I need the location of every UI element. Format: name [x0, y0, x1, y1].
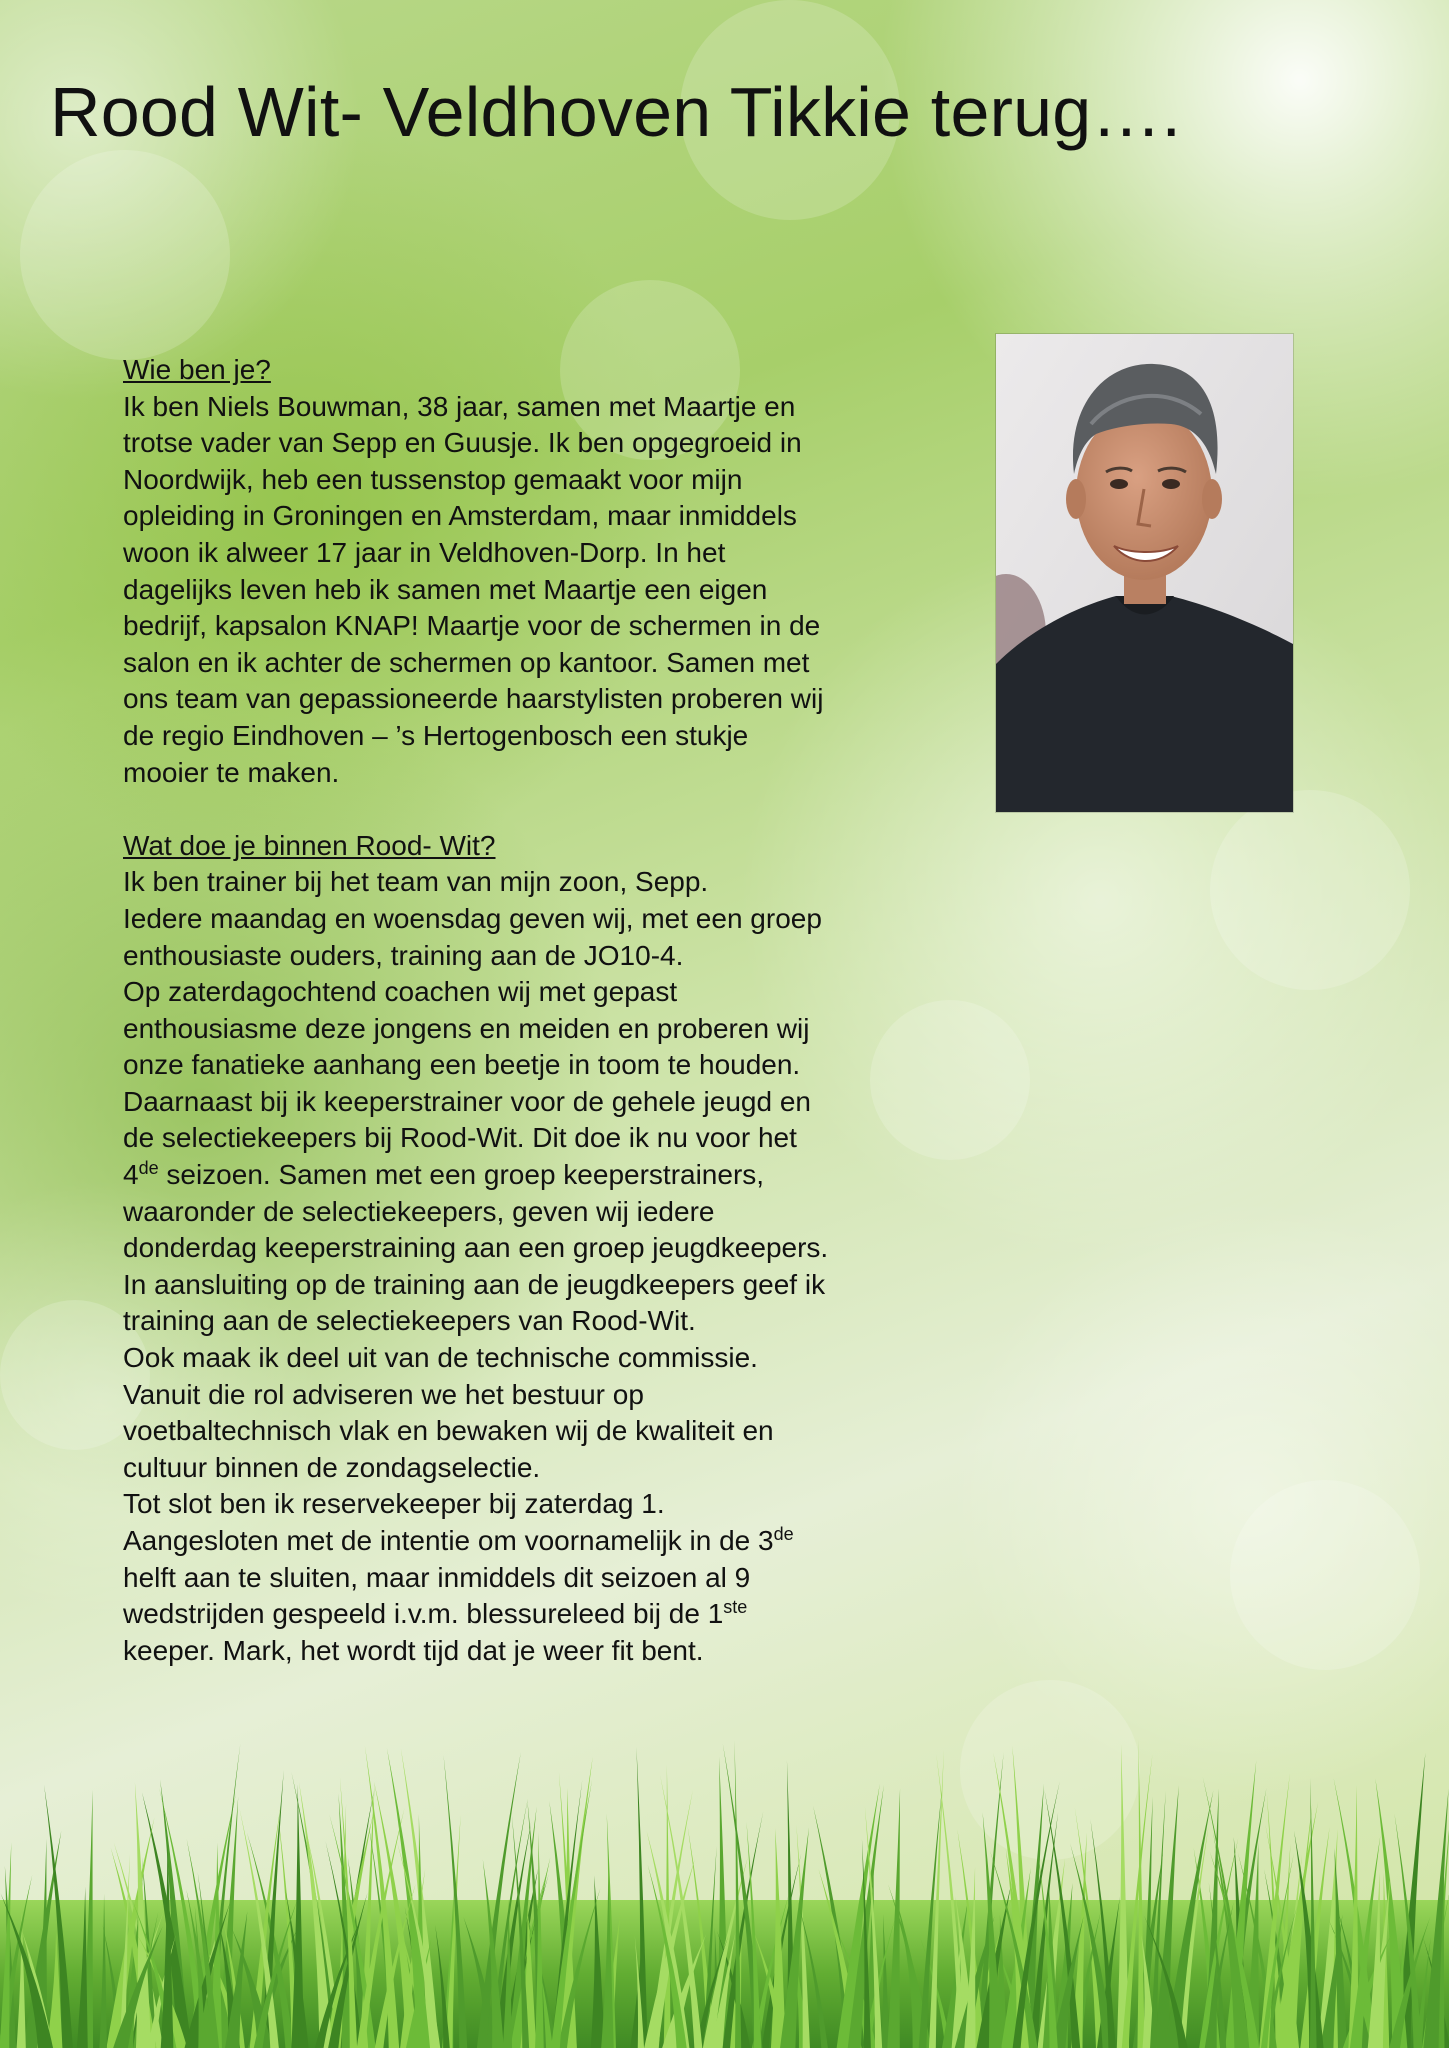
body-line: cultuur binnen de zondagselectie. [123, 1451, 541, 1483]
body-line: ons team van gepassioneerde haarstylisten proberen wij [123, 683, 824, 715]
body-line: donderdag keeperstraining aan een groep jeugdkeepers. [123, 1232, 829, 1264]
right-ear [1202, 479, 1222, 519]
body-line: Iedere maandag en woensdag geven wij, met een groep [123, 902, 822, 934]
grass-border [0, 1730, 1449, 2048]
body-line: Noordwijk, heb een tussenstop gemaakt voor mijn [123, 463, 743, 495]
body-line: opleiding in Groningen en Amsterdam, maar inmiddels [123, 500, 797, 532]
body-line: onze fanatieke aanhang een beetje in toom te houden. [123, 1049, 801, 1081]
body-line: Ik ben trainer bij het team van mijn zoon, Sepp. [123, 866, 709, 898]
left-eye [1110, 479, 1128, 489]
bokeh-light [20, 150, 230, 360]
ordinal-superscript: de [773, 1524, 794, 1544]
body-line: Ook maak ik deel uit van de technische commissie. [123, 1342, 758, 1374]
body-line: helft aan te sluiten, maar inmiddels dit seizoen al 9 [123, 1561, 751, 1593]
body-line: waaronder de selectiekeepers, geven wij iedere [123, 1195, 715, 1227]
body-line: salon en ik achter de schermen op kantoor. Samen met [123, 646, 810, 678]
article-body [123, 352, 938, 1669]
left-ear [1066, 479, 1086, 519]
section-heading-who: Wie ben je? [123, 354, 271, 385]
body-line: de regio Eindhoven – ’s Hertogenbosch een stukje [123, 719, 749, 751]
season-number: 4 [123, 1159, 139, 1191]
section-heading-role: Wat doe je binnen Rood- Wit? [123, 829, 496, 861]
body-line: training aan de selectiekeepers van Rood-Wit. [123, 1305, 696, 1337]
body-line: Daarnaast bij ik keeperstrainer voor de gehele jeugd en [123, 1085, 811, 1117]
body-line: In aansluiting op de training aan de jeugdkeepers geef ik [123, 1268, 826, 1300]
body-line: enthousiasme deze jongens en meiden en proberen wij [123, 1012, 810, 1044]
matches-text: wedstrijden gespeeld i.v.m. blessureleed bij de 1 [123, 1598, 724, 1630]
bokeh-light [1230, 1480, 1420, 1670]
body-line: woon ik alweer 17 jaar in Veldhoven-Dorp. In het [123, 536, 726, 568]
season-text: seizoen. Samen met een groep keeperstrainers, [158, 1159, 765, 1191]
body-line: Op zaterdagochtend coachen wij met gepast [123, 976, 678, 1008]
paragraph-spacer [123, 791, 938, 828]
right-eye [1162, 479, 1180, 489]
body-line: trotse vader van Sepp en Guusje. Ik ben opgegroeid in [123, 427, 802, 459]
ordinal-superscript: ste [723, 1597, 748, 1618]
body-line: bedrijf, kapsalon KNAP! Maartje voor de schermen in de [123, 610, 821, 642]
body-line: voetbaltechnisch vlak en bewaken wij de kwaliteit en [123, 1415, 774, 1447]
portrait-photo [995, 333, 1294, 813]
body-line: dagelijks leven heb ik samen met Maartje een eigen [123, 573, 768, 605]
body-line: mooier te maken. [123, 756, 340, 788]
body-line: Vanuit die rol adviseren we het bestuur op [123, 1378, 644, 1410]
ordinal-superscript: de [138, 1158, 159, 1179]
body-line: Ik ben Niels Bouwman, 38 jaar, samen met Maartje en [123, 390, 796, 422]
body-line [123, 1596, 938, 1633]
page-title: Rood Wit- Veldhoven Tikkie terug…. [50, 73, 1182, 151]
body-line: de selectiekeepers bij Rood-Wit. Dit doe ik nu voor het [123, 1122, 797, 1154]
portrait-illustration [996, 334, 1293, 812]
body-line [123, 1157, 938, 1194]
half-text: Aangesloten met de intentie om voornamelijk in de 3 [123, 1525, 774, 1556]
body-line [123, 1523, 938, 1560]
body-line: keeper. Mark, het wordt tijd dat je weer fit bent. [123, 1634, 704, 1666]
body-line: Tot slot ben ik reservekeeper bij zaterdag 1. [123, 1488, 665, 1520]
body-line: enthousiaste ouders, training aan de JO10-4. [123, 939, 684, 971]
bokeh-light [1210, 790, 1410, 990]
grass-blades [0, 1740, 1449, 2048]
